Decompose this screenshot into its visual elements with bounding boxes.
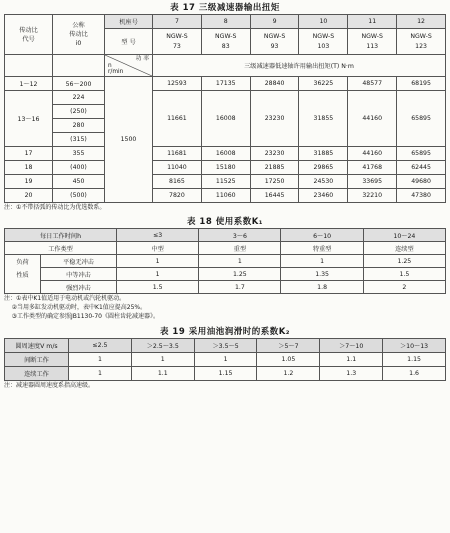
t17-head-code: 传动比 代号: [5, 15, 53, 55]
t17-jixing-12: 12: [397, 15, 446, 29]
t18-hours: 6～10: [281, 229, 363, 242]
t18-cell: 1: [199, 255, 281, 268]
t18-cell: 1: [281, 255, 363, 268]
t17-model-9-num: 93: [270, 43, 279, 50]
t17-cell: 48577: [348, 77, 397, 91]
t17-model-9-prefix: NGW-S: [263, 33, 286, 40]
t17-ratio-r6: 355: [53, 147, 105, 161]
t19-cell: 1: [131, 353, 194, 367]
t17-code-r6: 17: [5, 147, 53, 161]
t17-cell: 11060: [201, 189, 250, 203]
t17-cell: 16008: [201, 91, 250, 147]
t17-diag-speed: n r/min: [108, 63, 124, 75]
t17-span-title: 三级减速器低速轴许用输出扭矩(T) N·m: [153, 55, 446, 77]
t17-cell: 65895: [397, 91, 446, 147]
t17-ratio-r5: (315): [53, 133, 105, 147]
t18-hours: ≤3: [117, 229, 199, 242]
t18-note-2: ②当用多缸发动机驱动时，表中K1值应提高25%。: [4, 304, 147, 311]
t17-cell: 17250: [250, 175, 299, 189]
t17-ratio-r2: 224: [53, 91, 105, 105]
t17-model-9: [250, 29, 299, 55]
t17-cell: 15180: [201, 161, 250, 175]
t19-cell: 1: [194, 353, 257, 367]
t19-cell: 1.1: [131, 367, 194, 381]
t17-ratio-r9: (500): [53, 189, 105, 203]
t17-head-ratio: 公称 传动比 i0: [53, 15, 105, 55]
t18-head-hours: 每日工作时间h: [5, 229, 117, 242]
t17-cell: 11661: [153, 91, 202, 147]
t17-cell: 11681: [153, 147, 202, 161]
t18-cell: 1.25: [363, 255, 445, 268]
t17-model-8: [201, 29, 250, 55]
t19-cell: 1.3: [320, 367, 383, 381]
t19-row1-label: 间断工作: [5, 353, 69, 367]
t17-cell: 41768: [348, 161, 397, 175]
t18-note-3: ③工作类型的确定参照JB1130-70《圆柱齿轮减速器》。: [4, 313, 159, 320]
t19-speed: ≤2.5: [69, 339, 132, 353]
t17-diag-power: 功 率: [135, 56, 149, 62]
t17-cell: 24530: [299, 175, 348, 189]
t18-hours: 3～6: [199, 229, 281, 242]
t19-speed: ＞3.5～5: [194, 339, 257, 353]
t19-cell: 1.15: [383, 353, 446, 367]
t19-note: 注：减速器圆周速度系指高速级。: [4, 382, 95, 389]
t17-model-11: [348, 29, 397, 55]
t19-speed: ＞5～7: [257, 339, 320, 353]
t17-cell: 32210: [348, 189, 397, 203]
t17-cell: 47380: [397, 189, 446, 203]
t17-blank-2: [53, 55, 105, 77]
t18-blank: [5, 281, 41, 294]
t17-cell: 29865: [299, 161, 348, 175]
t19-cell: 1.15: [194, 367, 257, 381]
t17-model-10-prefix: NGW-S: [312, 33, 335, 40]
t17-code-r9: 20: [5, 189, 53, 203]
t17-blank-1: [5, 55, 53, 77]
t17-model-8-num: 83: [221, 43, 230, 50]
t19-cell: 1.05: [257, 353, 320, 367]
t18-load-1: 平稳无冲击: [41, 255, 117, 268]
table19: [4, 338, 446, 381]
t18-type: 特重型: [281, 242, 363, 255]
t17-code-r2: 13～16: [5, 91, 53, 147]
table19-caption: 表 19 采用油池润滑时的系数K₂: [159, 327, 291, 337]
t18-cell: 1.8: [281, 281, 363, 294]
t17-model-7-num: 73: [172, 43, 181, 50]
t18-nature-label: 性质: [5, 268, 41, 281]
t17-diagonal-header: [105, 55, 153, 77]
t17-model-12: [397, 29, 446, 55]
t17-cell: 17135: [201, 77, 250, 91]
t17-note: 注：①不带括弧的传动比为优选数系。: [4, 204, 106, 211]
t17-cell: 28840: [250, 77, 299, 91]
t17-jixing-9: 9: [250, 15, 299, 29]
t17-cell: 8165: [153, 175, 202, 189]
t18-load-label: 负荷: [5, 255, 41, 268]
t19-row2-label: 连续工作: [5, 367, 69, 381]
t19-cell: 1.1: [320, 353, 383, 367]
t17-ratio-r8: 450: [53, 175, 105, 189]
t17-ratio-r1: 56～200: [53, 77, 105, 91]
t17-ratio-r3: (250): [53, 105, 105, 119]
t19-speed: ＞7～10: [320, 339, 383, 353]
t18-cell: 1.35: [281, 268, 363, 281]
t17-cell: 62445: [397, 161, 446, 175]
t17-cell: 11040: [153, 161, 202, 175]
t18-load-3: 强烈冲击: [41, 281, 117, 294]
t17-code-r1: 1～12: [5, 77, 53, 91]
t17-ratio-r7: (400): [53, 161, 105, 175]
t17-cell: 23230: [250, 91, 299, 147]
t18-load-2: 中等冲击: [41, 268, 117, 281]
table17-caption: 表 17 三级减速器输出扭矩: [170, 3, 280, 13]
t17-cell: 31855: [299, 91, 348, 147]
t17-model-10-num: 103: [317, 43, 330, 50]
t17-jixing-7: 7: [153, 15, 202, 29]
t17-cell: 7820: [153, 189, 202, 203]
t18-cell: 1.25: [199, 268, 281, 281]
t17-cell: 12593: [153, 77, 202, 91]
t17-cell: 11525: [201, 175, 250, 189]
t18-type: 重型: [199, 242, 281, 255]
t17-ratio-r4: 280: [53, 119, 105, 133]
t17-cell: 49680: [397, 175, 446, 189]
t17-model-11-num: 113: [366, 43, 379, 50]
t17-model-8-prefix: NGW-S: [215, 33, 237, 40]
t18-cell: 1: [117, 268, 199, 281]
t18-cell: 1: [117, 255, 199, 268]
t17-cell: 68195: [397, 77, 446, 91]
t17-cell: 65895: [397, 147, 446, 161]
t17-model-10: [299, 29, 348, 55]
t17-jixing-8: 8: [201, 15, 250, 29]
t19-cell: 1: [69, 367, 132, 381]
t17-model-12-prefix: NGW-S: [410, 33, 432, 40]
t18-type: 连续型: [363, 242, 445, 255]
t19-cell: 1.2: [257, 367, 320, 381]
table18-caption: 表 18 使用系数K₁: [186, 217, 264, 227]
t19-cell: 1: [69, 353, 132, 367]
t17-code-r7: 18: [5, 161, 53, 175]
t17-model-11-prefix: NGW-S: [361, 33, 383, 40]
t17-cell: 31885: [299, 147, 348, 161]
t18-head-type: 工作类型: [5, 242, 117, 255]
t17-model-12-num: 123: [415, 43, 427, 50]
t19-speed: ＞2.5～3.5: [131, 339, 194, 353]
t18-cell: 1.5: [117, 281, 199, 294]
t17-jixing-label: 机座号: [105, 15, 153, 29]
table18: [4, 228, 446, 294]
t17-cell: 16008: [201, 147, 250, 161]
t18-note-1: 注：①表中K1值适用于电动机或汽轮机驱动。: [4, 295, 126, 302]
t17-model-7: [153, 29, 202, 55]
t17-jixing-10: 10: [299, 15, 348, 29]
t17-jixing-11: 11: [348, 15, 397, 29]
t18-cell: 1.5: [363, 268, 445, 281]
t17-xinghao-label: 型 号: [105, 29, 153, 55]
t18-hours: 10～24: [363, 229, 445, 242]
t17-cell: 16445: [250, 189, 299, 203]
t18-cell: 1.7: [199, 281, 281, 294]
t17-cell: 33695: [348, 175, 397, 189]
t17-code-r8: 19: [5, 175, 53, 189]
t17-cell: 44160: [348, 147, 397, 161]
t18-type: 中型: [117, 242, 199, 255]
t19-head-speed: 圆周速度V m/s: [5, 339, 69, 353]
t17-cell: 44160: [348, 91, 397, 147]
t17-cell: 23230: [250, 147, 299, 161]
t19-cell: 1.6: [383, 367, 446, 381]
t19-speed: ＞10～13: [383, 339, 446, 353]
t17-cell: 23460: [299, 189, 348, 203]
t17-model-7-prefix: NGW-S: [166, 33, 188, 40]
t17-cell: 36225: [299, 77, 348, 91]
t17-speed: 1500: [105, 77, 153, 203]
t17-cell: 21885: [250, 161, 299, 175]
t18-cell: 2: [363, 281, 445, 294]
table17: [4, 14, 446, 203]
